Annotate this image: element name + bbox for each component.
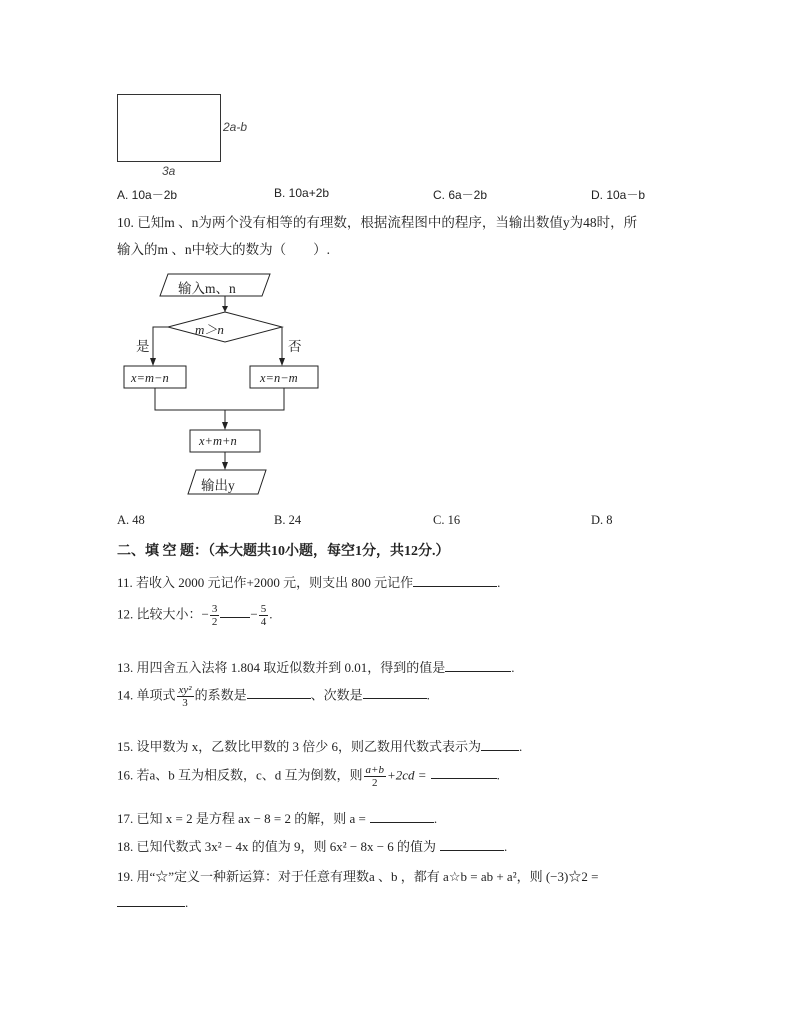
q16-answer-blank[interactable] [431, 766, 497, 779]
q17-end: . [433, 811, 438, 826]
q12-fraction-1 [210, 603, 220, 628]
q14-num: xy² [178, 684, 192, 696]
q15-answer-blank[interactable] [481, 738, 519, 751]
q13-text: 13. 用四舍五入法将 1.804 取近似数并到 0.01，得到的值是 [117, 660, 446, 675]
q9-option-d[interactable]: D. 10a－b [591, 188, 646, 202]
q18-end: . [504, 839, 508, 854]
flow-no-label: 否 [288, 339, 302, 354]
rectangle-figure [117, 94, 221, 162]
q14-mid2: 、次数是 [310, 687, 363, 703]
q17 [117, 808, 437, 827]
q14-coefficient-blank[interactable] [247, 686, 311, 699]
flow-output-label: 输出y [201, 478, 235, 493]
flow-yes-label: 是 [136, 339, 150, 354]
q19-line1: 19. 用“☆”定义一种新运算：对于任意有理数a 、b ，都有 a☆b = ab + a²，则 (−3)☆2 = [117, 869, 599, 884]
flow-decision-shape [168, 312, 282, 342]
q12-f1-den: 2 [211, 616, 218, 628]
q18-answer-blank[interactable] [440, 838, 504, 851]
q14 [117, 684, 430, 709]
q16-fraction [364, 764, 386, 789]
q14-mid1: 的系数是 [194, 687, 247, 703]
q11 [117, 572, 500, 591]
flow-input-label: 输入m、n [178, 281, 236, 296]
q14-den: 3 [182, 697, 188, 709]
flow-condition-label: m＞n [195, 322, 224, 337]
rect-side-label: 2a-b [223, 120, 248, 134]
rect-bottom-label: 3a [162, 164, 176, 178]
q9-option-b[interactable]: B. 10a+2b [274, 186, 330, 200]
q11-end: . [497, 575, 501, 590]
q12-f2-den: 4 [260, 616, 267, 628]
q17-text: 17. 已知 x = 2 是方程 ax − 8 = 2 的解，则 a = [117, 811, 366, 826]
q15-end: . [519, 739, 523, 754]
q14-end: . [426, 687, 430, 703]
q12-mid: − [250, 606, 258, 622]
q16-den: 2 [372, 777, 378, 789]
q13-end: . [511, 660, 515, 675]
q19-end: . [185, 895, 189, 910]
q11-answer-blank[interactable] [413, 574, 497, 587]
q12-prefix: 12. 比较大小：− [117, 606, 209, 622]
q18 [117, 836, 507, 855]
q14-prefix: 14. 单项式 [117, 687, 176, 703]
q12-f1-num: 3 [211, 603, 218, 615]
q10-line2: 输入的m 、n中较大的数为（ ）. [117, 242, 331, 257]
q16 [117, 764, 500, 789]
q12-fraction-2 [259, 603, 269, 628]
q10-option-c[interactable]: C. 16 [433, 513, 461, 527]
q17-answer-blank[interactable] [370, 810, 434, 823]
q10-option-d[interactable]: D. 8 [591, 513, 613, 527]
q9-option-c[interactable]: C. 6a－2b [433, 188, 488, 202]
q12-end: . [269, 606, 273, 622]
q16-suffix: +2cd = [386, 767, 427, 783]
q16-end: . [496, 767, 500, 783]
flow-left-calc: x=m−n [131, 371, 169, 385]
flow-merge-calc: x+m+n [199, 434, 237, 448]
q11-text: 11. 若收入 2000 元记作+2000 元，则支出 800 元记作 [117, 575, 414, 590]
q10-option-a[interactable]: A. 48 [117, 513, 145, 527]
q16-num: a+b [365, 764, 384, 776]
q12 [117, 603, 272, 628]
q10-option-b[interactable]: B. 24 [274, 513, 302, 527]
q19-line2 [117, 894, 188, 911]
section2-title: 二、填 空 题：（本大题共10小题，每空1分，共12分.） [117, 544, 450, 559]
q16-prefix: 16. 若a、b 互为相反数，c、d 互为倒数，则 [117, 767, 363, 783]
q14-fraction [177, 684, 194, 709]
q13-answer-blank[interactable] [445, 659, 511, 672]
q15 [117, 736, 522, 755]
q9-option-a[interactable]: A. 10a－2b [117, 188, 178, 202]
q15-text: 15. 设甲数为 x，乙数比甲数的 3 倍少 6，则乙数用代数式表示为 [117, 739, 482, 754]
q18-text: 18. 已知代数式 3x² − 4x 的值为 9，则 6x² − 8x − 6 的值为 [117, 839, 437, 854]
q14-degree-blank[interactable] [363, 686, 427, 699]
q19-answer-blank[interactable] [117, 894, 185, 907]
q12-f2-num: 5 [260, 603, 267, 615]
q13 [117, 657, 515, 676]
q10-line1: 10. 已知m 、n为两个没有相等的有理数，根据流程图中的程序，当输出数值y为48时，所 [117, 215, 638, 230]
q12-answer-blank[interactable] [220, 605, 250, 618]
flow-right-calc: x=n−m [260, 371, 298, 385]
